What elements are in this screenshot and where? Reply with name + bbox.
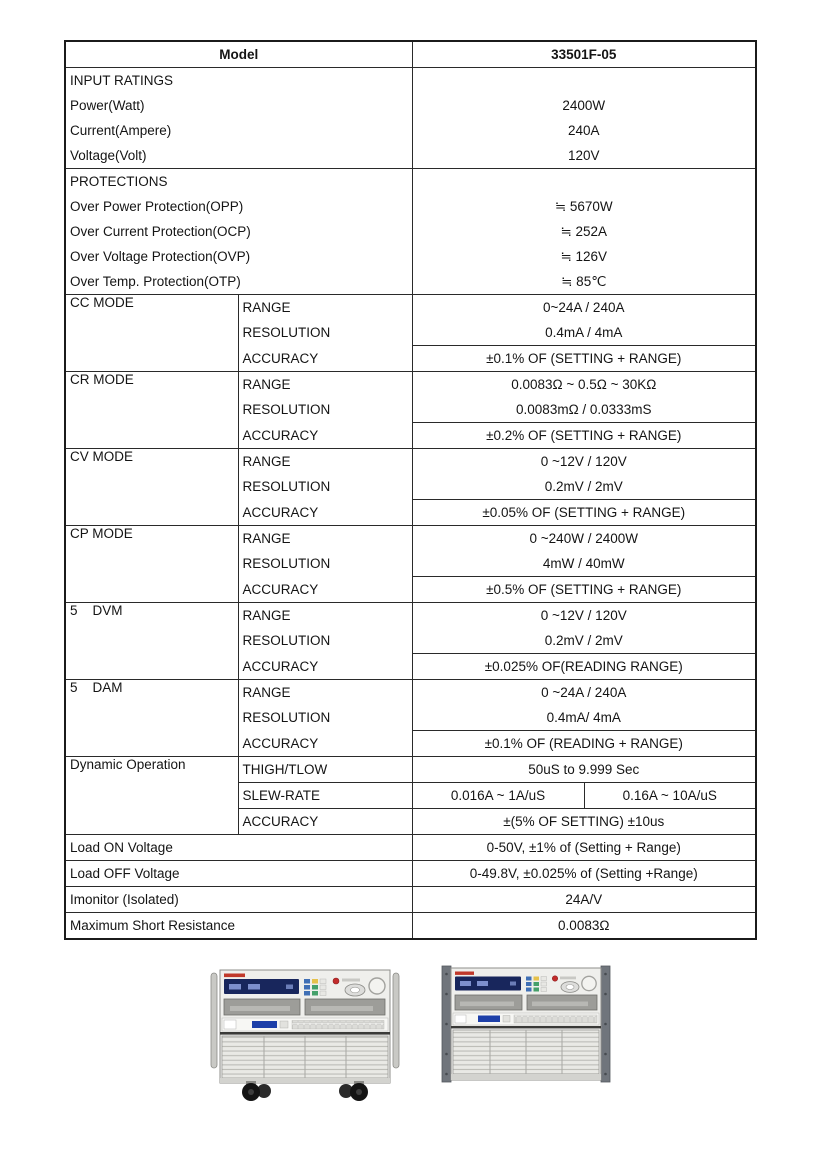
terminal-strip bbox=[292, 1021, 384, 1030]
range-label: RANGE bbox=[238, 526, 412, 552]
range-value: 0~24A / 240A bbox=[412, 295, 756, 321]
thigh-tlow-value: 50uS to 9.999 Sec bbox=[412, 757, 756, 783]
mode-block-cc bbox=[65, 295, 756, 321]
mode-block-cp bbox=[65, 526, 756, 552]
caster-wheel bbox=[242, 1081, 271, 1101]
table-row bbox=[65, 887, 756, 913]
table-row bbox=[65, 219, 756, 244]
empty-cell bbox=[412, 169, 756, 195]
product-photos bbox=[0, 960, 821, 1102]
module-display bbox=[252, 1021, 277, 1028]
accuracy-value: ±0.5% OF (SETTING + RANGE) bbox=[412, 577, 756, 603]
mode-name: Dynamic Operation bbox=[65, 757, 238, 835]
table-row bbox=[65, 93, 756, 118]
resolution-value: 4mW / 40mW bbox=[412, 551, 756, 577]
model-header-cell: Model bbox=[219, 47, 259, 62]
spec-value: 0-50V, ±1% of (Setting + Range) bbox=[412, 835, 756, 861]
accuracy-label: ACCURACY bbox=[238, 346, 412, 372]
section-title: PROTECTIONS bbox=[65, 169, 412, 195]
model-value-cell: 33501F-05 bbox=[412, 41, 756, 68]
spec-label: Over Current Protection(OCP) bbox=[70, 224, 251, 239]
accuracy-label: ACCURACY bbox=[238, 500, 412, 526]
table-row bbox=[65, 118, 756, 143]
range-value: 0 ~12V / 120V bbox=[412, 449, 756, 475]
mode-name: CR MODE bbox=[65, 372, 238, 449]
spec-value: ≒ 252A bbox=[412, 219, 756, 244]
table-row bbox=[65, 143, 756, 169]
caster-wheel bbox=[339, 1081, 368, 1101]
electronic-load-rackmount-photo bbox=[438, 960, 614, 1088]
resolution-label: RESOLUTION bbox=[238, 320, 412, 346]
mode-block-dvm bbox=[65, 603, 756, 629]
accuracy-value: ±0.1% OF (SETTING + RANGE) bbox=[412, 346, 756, 372]
specification-table bbox=[64, 40, 757, 940]
slew-rate-low-value: 0.016A ~ 1A/uS bbox=[412, 783, 584, 809]
table-row bbox=[65, 861, 756, 887]
spec-label: Current(Ampere) bbox=[70, 123, 172, 138]
mode-block-cv bbox=[65, 449, 756, 475]
section-title: INPUT RATINGS bbox=[65, 68, 412, 94]
spec-value: 2400W bbox=[412, 93, 756, 118]
table-row bbox=[65, 269, 756, 295]
slew-rate-label: SLEW-RATE bbox=[238, 783, 412, 809]
accuracy-value: ±0.1% OF (READING + RANGE) bbox=[412, 731, 756, 757]
spec-value: 0.0083Ω bbox=[412, 913, 756, 940]
accuracy-value: ±0.05% OF (SETTING + RANGE) bbox=[412, 500, 756, 526]
right-handle bbox=[393, 973, 399, 1068]
accuracy-label: ACCURACY bbox=[238, 423, 412, 449]
resolution-value: 0.4mA/ 4mA bbox=[412, 705, 756, 731]
thigh-tlow-label: THIGH/TLOW bbox=[238, 757, 412, 783]
resolution-value: 0.2mV / 2mV bbox=[412, 628, 756, 654]
mode-name: CC MODE bbox=[65, 295, 238, 372]
module-display bbox=[478, 1016, 500, 1023]
spec-value: 240A bbox=[412, 118, 756, 143]
mode-name: 5 DAM bbox=[65, 680, 238, 757]
accuracy-value: ±0.025% OF(READING RANGE) bbox=[412, 654, 756, 680]
power-button bbox=[552, 976, 557, 981]
section-row-input-ratings bbox=[65, 68, 756, 94]
mode-name: CP MODE bbox=[65, 526, 238, 603]
spec-value: ≒ 126V bbox=[412, 244, 756, 269]
mode-name: CV MODE bbox=[65, 449, 238, 526]
accuracy-value: ±0.2% OF (SETTING + RANGE) bbox=[412, 423, 756, 449]
spec-label: Over Power Protection(OPP) bbox=[70, 199, 244, 214]
terminal-strip bbox=[514, 1015, 597, 1023]
mode-block-dam bbox=[65, 680, 756, 706]
range-label: RANGE bbox=[238, 449, 412, 475]
range-value: 0 ~24A / 240A bbox=[412, 680, 756, 706]
spec-label: Over Voltage Protection(OVP) bbox=[70, 249, 251, 264]
section-row-protections bbox=[65, 169, 756, 195]
accuracy-value: ±(5% OF SETTING) ±10us bbox=[412, 809, 756, 835]
resolution-value: 0.2mV / 2mV bbox=[412, 474, 756, 500]
accuracy-label: ACCURACY bbox=[238, 731, 412, 757]
table-row bbox=[65, 244, 756, 269]
dynamic-operation-block bbox=[65, 757, 756, 783]
slew-rate-high-value: 0.16A ~ 10A/uS bbox=[584, 783, 756, 809]
rotary-knob bbox=[369, 978, 385, 994]
spec-label: Maximum Short Resistance bbox=[65, 913, 412, 940]
range-value: 0.0083Ω ~ 0.5Ω ~ 30KΩ bbox=[412, 372, 756, 398]
spec-label: Power(Watt) bbox=[70, 98, 145, 113]
resolution-label: RESOLUTION bbox=[238, 397, 412, 423]
empty-cell bbox=[412, 68, 756, 94]
left-handle bbox=[211, 973, 217, 1068]
table-header-row bbox=[65, 41, 756, 68]
range-label: RANGE bbox=[238, 603, 412, 629]
resolution-label: RESOLUTION bbox=[238, 705, 412, 731]
rotary-knob bbox=[581, 976, 595, 990]
electronic-load-with-casters-photo bbox=[208, 960, 402, 1102]
spec-value: ≒ 85℃ bbox=[412, 269, 756, 295]
spec-value: 0-49.8V, ±0.025% of (Setting +Range) bbox=[412, 861, 756, 887]
resolution-label: RESOLUTION bbox=[238, 551, 412, 577]
table-row bbox=[65, 913, 756, 940]
range-label: RANGE bbox=[238, 680, 412, 706]
resolution-value: 0.4mA / 4mA bbox=[412, 320, 756, 346]
accuracy-label: ACCURACY bbox=[238, 654, 412, 680]
range-value: 0 ~240W / 2400W bbox=[412, 526, 756, 552]
spec-label: Load OFF Voltage bbox=[65, 861, 412, 887]
table-row bbox=[65, 835, 756, 861]
brand-label bbox=[455, 972, 474, 975]
range-label: RANGE bbox=[238, 295, 412, 321]
power-button bbox=[333, 978, 339, 984]
keypad-buttons bbox=[304, 979, 326, 996]
spec-label: Over Temp. Protection(OTP) bbox=[70, 274, 241, 289]
mode-name: 5 DVM bbox=[65, 603, 238, 680]
keypad-buttons bbox=[526, 977, 547, 992]
table-row bbox=[65, 194, 756, 219]
brand-label bbox=[224, 974, 245, 978]
rack-rail-right bbox=[601, 966, 610, 1082]
resolution-label: RESOLUTION bbox=[238, 474, 412, 500]
spec-label: Imonitor (Isolated) bbox=[65, 887, 412, 913]
range-label: RANGE bbox=[238, 372, 412, 398]
rack-rail-left bbox=[442, 966, 451, 1082]
resolution-label: RESOLUTION bbox=[238, 628, 412, 654]
range-value: 0 ~12V / 120V bbox=[412, 603, 756, 629]
spec-label: Load ON Voltage bbox=[65, 835, 412, 861]
spec-value: 24A/V bbox=[412, 887, 756, 913]
accuracy-label: ACCURACY bbox=[238, 809, 412, 835]
spec-value: ≒ 5670W bbox=[412, 194, 756, 219]
accuracy-label: ACCURACY bbox=[238, 577, 412, 603]
spec-label: Voltage(Volt) bbox=[70, 148, 147, 163]
mode-block-cr bbox=[65, 372, 756, 398]
spec-value: 120V bbox=[412, 143, 756, 169]
resolution-value: 0.0083mΩ / 0.0333mS bbox=[412, 397, 756, 423]
